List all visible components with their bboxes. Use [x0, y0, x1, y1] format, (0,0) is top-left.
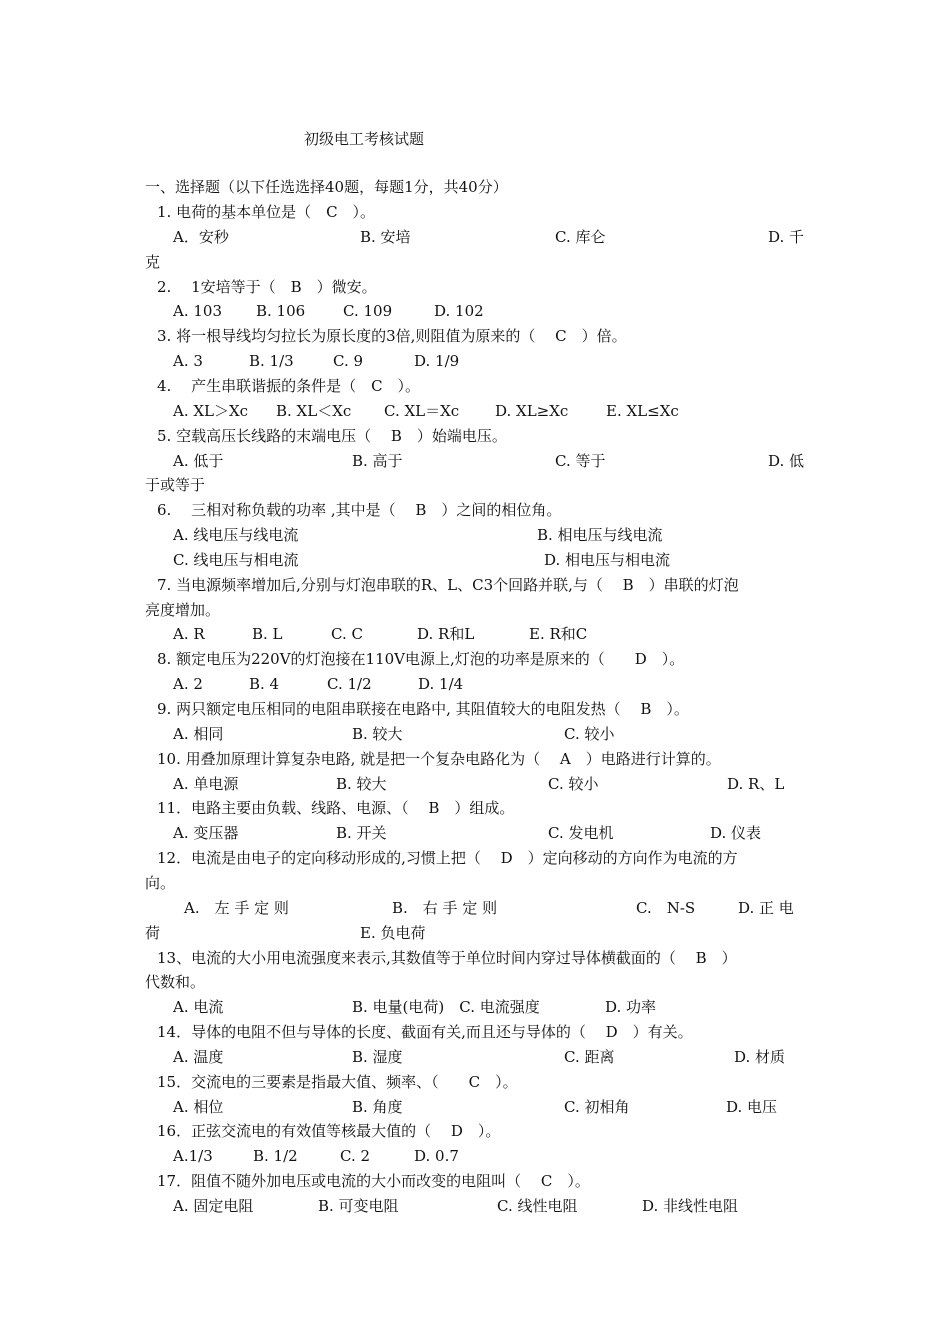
line-text: A. R [173, 625, 205, 644]
line-text: B. 电量(电荷) C. 电流强度 [352, 998, 540, 1017]
line-text: A. 单电源 [173, 774, 239, 793]
line-text: D. 低 [768, 451, 805, 470]
line-text: C. XL＝Xc [384, 401, 460, 420]
document-line [0, 698, 950, 723]
line-text: 15．交流电的三要素是指最大值、频率、（ C ）。 [157, 1072, 518, 1091]
line-text: 6. 三相对称负载的功率 ,其中是（ B ）之间的相位角。 [157, 501, 562, 520]
line-text: C. 109 [343, 302, 393, 321]
document-line [0, 276, 950, 301]
line-text: 荷 [145, 923, 161, 942]
line-text: A.1/3 [173, 1147, 213, 1166]
line-text: D. 相电压与相电流 [544, 550, 671, 569]
line-text: C. 1/2 [327, 675, 372, 694]
line-text: B. 106 [256, 302, 306, 321]
document-line [0, 797, 950, 822]
line-text: 2. 1安培等于（ B ）微安。 [157, 277, 377, 296]
document-line [0, 251, 950, 276]
line-text: D. XL≥Xc [495, 401, 569, 420]
line-text: C. 等于 [555, 451, 606, 470]
line-text: A. 相同 [173, 724, 224, 743]
document-line [0, 1120, 950, 1145]
line-text: C. 发电机 [548, 824, 614, 843]
line-text: A. 线电压与线电流 [173, 526, 299, 545]
line-text: A. 低于 [173, 451, 224, 470]
line-text: D. 千 [768, 227, 805, 246]
line-text: 16．正弦交流电的有效值等核最大值的（ D ）。 [157, 1122, 501, 1141]
line-text: D. 1/4 [418, 675, 464, 694]
line-text: 10. 用叠加原理计算复杂电路, 就是把一个复杂电路化为（ A ）电路进行计算的。 [157, 749, 721, 768]
line-text: D. 材质 [734, 1047, 786, 1066]
line-text: C. 线性电阻 [497, 1197, 578, 1215]
document-line [0, 822, 950, 847]
document-line [0, 400, 950, 425]
document-line [0, 425, 950, 450]
line-text: 14．导体的电阻不但与导体的长度、截面有关,而且还与导体的（ D ）有关。 [157, 1023, 693, 1042]
line-text: B. 高于 [352, 451, 403, 470]
document-line [0, 1145, 950, 1170]
line-text: B. 4 [249, 675, 280, 694]
line-text: 3. 将一根导线均匀拉长为原长度的3倍,则阻值为原来的（ C ）倍。 [157, 327, 627, 346]
line-text: B. 湿度 [352, 1047, 403, 1066]
line-text: B. 角度 [352, 1097, 403, 1116]
document-line [0, 748, 950, 773]
line-text: 13、电流的大小用电流强度来表示,其数值等于单位时间内穿过导体横截面的（ B ） [157, 948, 737, 967]
line-text: 7. 当电源频率增加后,分别与灯泡串联的R、L、C3个回路并联,与（ B ）串联的灯泡 [157, 575, 739, 594]
line-text: D. 仪表 [710, 824, 762, 843]
document-title: 初级电工考核试题 [304, 130, 425, 148]
document-line [0, 474, 950, 499]
line-text: D. R、L [727, 774, 785, 793]
document-line [0, 623, 950, 648]
line-text: A. 左 手 定 则 [184, 898, 289, 917]
document-line [0, 872, 950, 897]
line-text: 代数和。 [145, 973, 206, 992]
line-text: C. 9 [333, 352, 364, 371]
document-line [0, 648, 950, 673]
document-line [0, 524, 950, 549]
line-text: D. 0.7 [414, 1147, 459, 1166]
line-text: D. 功率 [605, 998, 657, 1017]
line-text: A. XL＞Xc [173, 401, 249, 420]
line-text: B. XL＜Xc [276, 401, 352, 420]
document-line [0, 947, 950, 972]
line-text: C. 距离 [564, 1047, 615, 1066]
line-text: C. N-S [636, 898, 696, 917]
line-text: 向。 [145, 873, 176, 892]
line-text: B. 较大 [352, 724, 403, 743]
line-text: A. 2 [173, 675, 203, 694]
line-text: A. 固定电阻 [173, 1197, 254, 1215]
document-line [0, 549, 950, 574]
line-text: 11．电路主要由负载、线路、电源、（ B ）组成。 [157, 799, 515, 818]
line-text: B. L [252, 625, 283, 644]
document-line [0, 350, 950, 375]
line-text: B. 开关 [336, 824, 387, 843]
document-line [0, 599, 950, 624]
line-text: D. R和L [417, 625, 475, 644]
line-text: C. 线电压与相电流 [173, 550, 299, 569]
line-text: B. 可变电阻 [318, 1197, 399, 1215]
line-text: B. 1/2 [253, 1147, 298, 1166]
document-line [0, 574, 950, 599]
document-line [0, 375, 950, 400]
line-text: B. 较大 [336, 774, 387, 793]
document-line [0, 300, 950, 325]
line-text: B. 1/3 [249, 352, 294, 371]
line-text: C. 较小 [564, 724, 615, 743]
section-heading: 一、选择题（以下任选选择40题，每题1分，共40分） [145, 178, 508, 196]
line-text: E. 负电荷 [360, 923, 426, 942]
line-text: C. 库仑 [555, 227, 606, 246]
document-line [0, 201, 950, 226]
line-text: D. 102 [434, 302, 484, 321]
line-text: A. 电流 [173, 998, 224, 1017]
document-line [0, 723, 950, 748]
document-line [0, 922, 950, 947]
line-text: A. 变压器 [173, 824, 239, 843]
line-text: D. 非线性电阻 [642, 1197, 739, 1215]
document-line [0, 673, 950, 698]
line-text: 4. 产生串联谐振的条件是（ C ）。 [157, 376, 421, 395]
line-text: D. 电压 [726, 1097, 778, 1116]
line-text: A．安秒 [173, 227, 229, 246]
line-text: 克 [145, 252, 161, 271]
document-line [0, 1096, 950, 1121]
line-text: A. 3 [173, 352, 203, 371]
line-text: E. XL≤Xc [606, 401, 679, 420]
document-line [0, 773, 950, 798]
document-line [0, 325, 950, 350]
line-text: B. 右 手 定 则 [392, 898, 498, 917]
line-text: C. 初相角 [564, 1097, 630, 1116]
line-text: 12．电流是由电子的定向移动形成的,习惯上把（ D ）定向移动的方向作为电流的方 [157, 849, 738, 868]
document-line [0, 1071, 950, 1096]
line-text: A. 相位 [173, 1097, 224, 1116]
line-text: 亮度增加。 [145, 600, 221, 619]
document-line [0, 1195, 950, 1220]
line-text: 5. 空载高压长线路的末端电压（ B ）始端电压。 [157, 426, 507, 445]
document-line [0, 847, 950, 872]
document-line [0, 996, 950, 1021]
line-text: D. 正 电 [738, 898, 794, 917]
line-text: 9. 两只额定电压相同的电阻串联接在电路中, 其阻值较大的电阻发热（ B ）。 [157, 700, 689, 718]
line-text: A. 103 [173, 302, 222, 321]
document-line [0, 450, 950, 475]
line-text: E. R和C [529, 625, 588, 644]
line-text: 8. 额定电压为220V的灯泡接在110V电源上,灯泡的功率是原来的（ D ）。 [157, 650, 685, 669]
line-text: 于或等于 [145, 476, 206, 495]
document-line [0, 226, 950, 251]
line-text: 17．阻值不随外加电压或电流的大小而改变的电阻叫（ C ）。 [157, 1172, 590, 1191]
document-line [0, 1021, 950, 1046]
document-line [0, 971, 950, 996]
line-text: 1. 电荷的基本单位是（ C ）。 [157, 203, 376, 221]
line-text: B. 安培 [360, 227, 411, 246]
document-line [0, 499, 950, 524]
document-line [0, 1170, 950, 1195]
line-text: C. C [331, 625, 363, 644]
line-text: C. 较小 [548, 774, 599, 793]
line-text: A. 温度 [173, 1047, 224, 1066]
line-text: D. 1/9 [414, 352, 460, 371]
line-text: B. 相电压与线电流 [537, 526, 663, 545]
line-text: C. 2 [340, 1147, 371, 1166]
document-line [0, 897, 950, 922]
document-line [0, 1046, 950, 1071]
